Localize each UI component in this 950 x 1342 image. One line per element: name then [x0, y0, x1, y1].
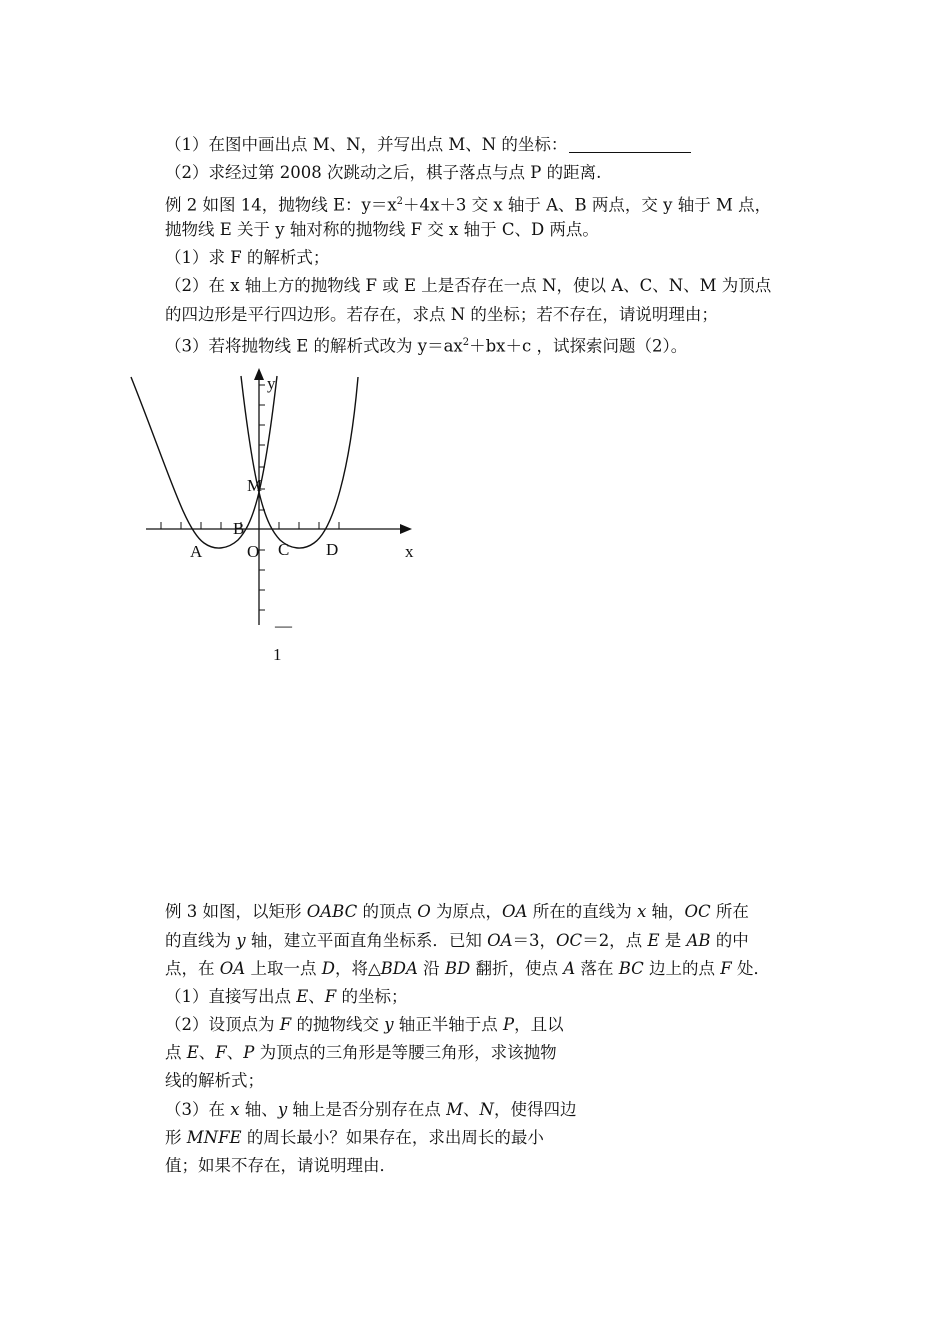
text-segment: MNFE [186, 1128, 242, 1147]
text-segment: 处． [731, 959, 770, 978]
text-segment: （3）若将抛物线 E 的解析式改为 y＝ax [165, 336, 463, 356]
x-axis-arrow [400, 524, 412, 534]
example2-line2: 抛物线 E 关于 y 轴对称的抛物线 F 交 x 轴于 C、D 两点。 [165, 220, 599, 239]
text-segment: 形 [165, 1128, 187, 1147]
text-segment: 、 [198, 1043, 216, 1062]
text-segment: ＋bx＋c ，试探索问题（2）。 [469, 336, 688, 356]
text-segment: 轴、 [239, 1100, 278, 1119]
text-segment: 所在 [710, 902, 749, 921]
text-segment: 是 [659, 931, 687, 950]
text-segment: AB [686, 931, 711, 950]
text-segment: OA [487, 931, 513, 950]
text-segment: E [186, 1043, 199, 1062]
text-segment: 点 [165, 1043, 187, 1062]
neg-sign-label: — [275, 616, 292, 635]
text-segment: x [636, 902, 647, 921]
text-segment: 的中 [710, 931, 749, 950]
text-segment: OA [219, 959, 246, 978]
text-segment: y [236, 931, 246, 950]
text-segment: 所在的直线为 [527, 902, 637, 921]
example3-line1 [165, 901, 749, 923]
text-segment: ＝3， [512, 931, 557, 950]
text-segment: 轴，建立平面直角坐标系．已知 [245, 931, 488, 950]
text-segment: 边上的点 [643, 959, 721, 978]
text-segment: 的坐标； [336, 987, 408, 1006]
text-segment: 例 2 如图 14，抛物线 E：y＝x [165, 195, 397, 215]
example3-q1 [165, 986, 408, 1008]
x-axis-ticks [161, 522, 339, 529]
text-segment: 例 3 如图，以矩形 [165, 902, 307, 921]
text-segment: （3）在 [165, 1100, 231, 1119]
unit-one-label: 1 [273, 645, 282, 664]
point-d-label: D [326, 540, 339, 559]
text-segment: 的抛物线交 [291, 1015, 385, 1034]
text-segment: 的周长最小？如果存在，求出周长的最小 [241, 1128, 544, 1147]
question-1-text: （1）在图中画出点 M、N，并写出点 M、N 的坐标： [165, 135, 568, 154]
text-segment: 为原点， [430, 902, 503, 921]
text-segment: N [479, 1100, 494, 1119]
text-segment: 轴上是否分别存在点 [287, 1100, 447, 1119]
text-segment: 沿 [417, 959, 445, 978]
text-segment: OABC [306, 902, 358, 921]
example3-q3-line1 [165, 1099, 576, 1121]
text-segment: E [296, 987, 309, 1006]
text-segment: BDA [380, 959, 418, 978]
text-segment: 上取一点 [245, 959, 322, 978]
text-segment: OC [684, 902, 711, 921]
text-segment: OA [502, 902, 528, 921]
text-segment: BD [444, 959, 471, 978]
text-segment: P [243, 1043, 255, 1062]
text-segment: y [384, 1015, 394, 1034]
text-segment: y [277, 1100, 288, 1119]
point-m-label: M [247, 476, 263, 495]
text-segment: （1）直接写出点 [165, 987, 297, 1006]
text-segment: 为顶点的三角形是等腰三角形，求该抛物 [254, 1043, 557, 1062]
text-segment: ，将△ [334, 959, 381, 978]
text-segment: ＝2，点 [582, 931, 648, 950]
y-axis-arrow [254, 368, 264, 380]
text-segment: O [417, 902, 431, 921]
text-segment: （2）设顶点为 [165, 1015, 280, 1034]
point-b-label: B [233, 519, 245, 538]
text-segment: ，且以 [514, 1015, 564, 1034]
x-axis-label: x [405, 542, 414, 561]
y-axis-label: y [267, 374, 276, 393]
text-segment: 、 [308, 987, 325, 1006]
text-segment: E [647, 931, 660, 950]
text-segment: ＋4x＋3 交 x 轴于 A、B 两点，交 y 轴于 M 点， [403, 195, 772, 215]
text-segment: A [563, 959, 576, 978]
text-segment: 点，在 [165, 959, 220, 978]
point-c-label: C [278, 540, 290, 559]
question-2-line: （2）求经过第 2008 次跳动之后，棋子落点与点 P 的距离. [165, 163, 602, 182]
text-segment: F [215, 1043, 227, 1062]
text-segment: 轴， [646, 902, 685, 921]
example3-q2-line1 [165, 1014, 564, 1036]
example3-q2-line2 [165, 1042, 557, 1064]
text-segment: F [279, 1015, 292, 1034]
text-segment: BC [618, 959, 644, 978]
text-segment: 2 [396, 196, 404, 207]
text-segment: D [321, 959, 335, 978]
origin-label: O [247, 542, 260, 561]
text-segment: 落在 [575, 959, 619, 978]
example3-line3 [165, 958, 770, 980]
text-segment: F [720, 959, 732, 978]
text-segment: F [324, 987, 337, 1006]
text-segment: 、 [463, 1100, 480, 1119]
text-segment: 2 [462, 337, 470, 348]
parabola-e-curve [131, 376, 277, 548]
text-segment: x [230, 1100, 240, 1119]
text-segment: P [503, 1015, 515, 1034]
text-segment: 的顶点 [357, 902, 418, 921]
point-a-label: A [190, 542, 203, 561]
text-segment: 、 [226, 1043, 244, 1062]
example2-q1: （1）求 F 的解析式； [165, 248, 330, 267]
example3-q3-line2 [165, 1127, 544, 1149]
example3-line2 [165, 930, 749, 952]
example2-q2-line1: （2）在 x 轴上方的抛物线 F 或 E 上是否存在一点 N，使以 A、C、N、M 为顶点 [165, 276, 772, 295]
text-segment: M [446, 1100, 464, 1119]
text-segment: 翻折，使点 [470, 959, 564, 978]
text-segment: OC [556, 931, 583, 950]
example2-q2-line2: 的四边形是平行四边形。若存在，求点 N 的坐标；若不存在，请说明理由； [165, 305, 718, 324]
text-segment: ，使得四边 [493, 1100, 577, 1119]
text-segment: 的直线为 [165, 931, 237, 950]
example3-q3-line3: 值；如果不存在，请说明理由． [165, 1156, 396, 1175]
example3-q2-line3: 线的解析式； [165, 1071, 264, 1090]
text-segment: 轴正半轴于点 [393, 1015, 504, 1034]
